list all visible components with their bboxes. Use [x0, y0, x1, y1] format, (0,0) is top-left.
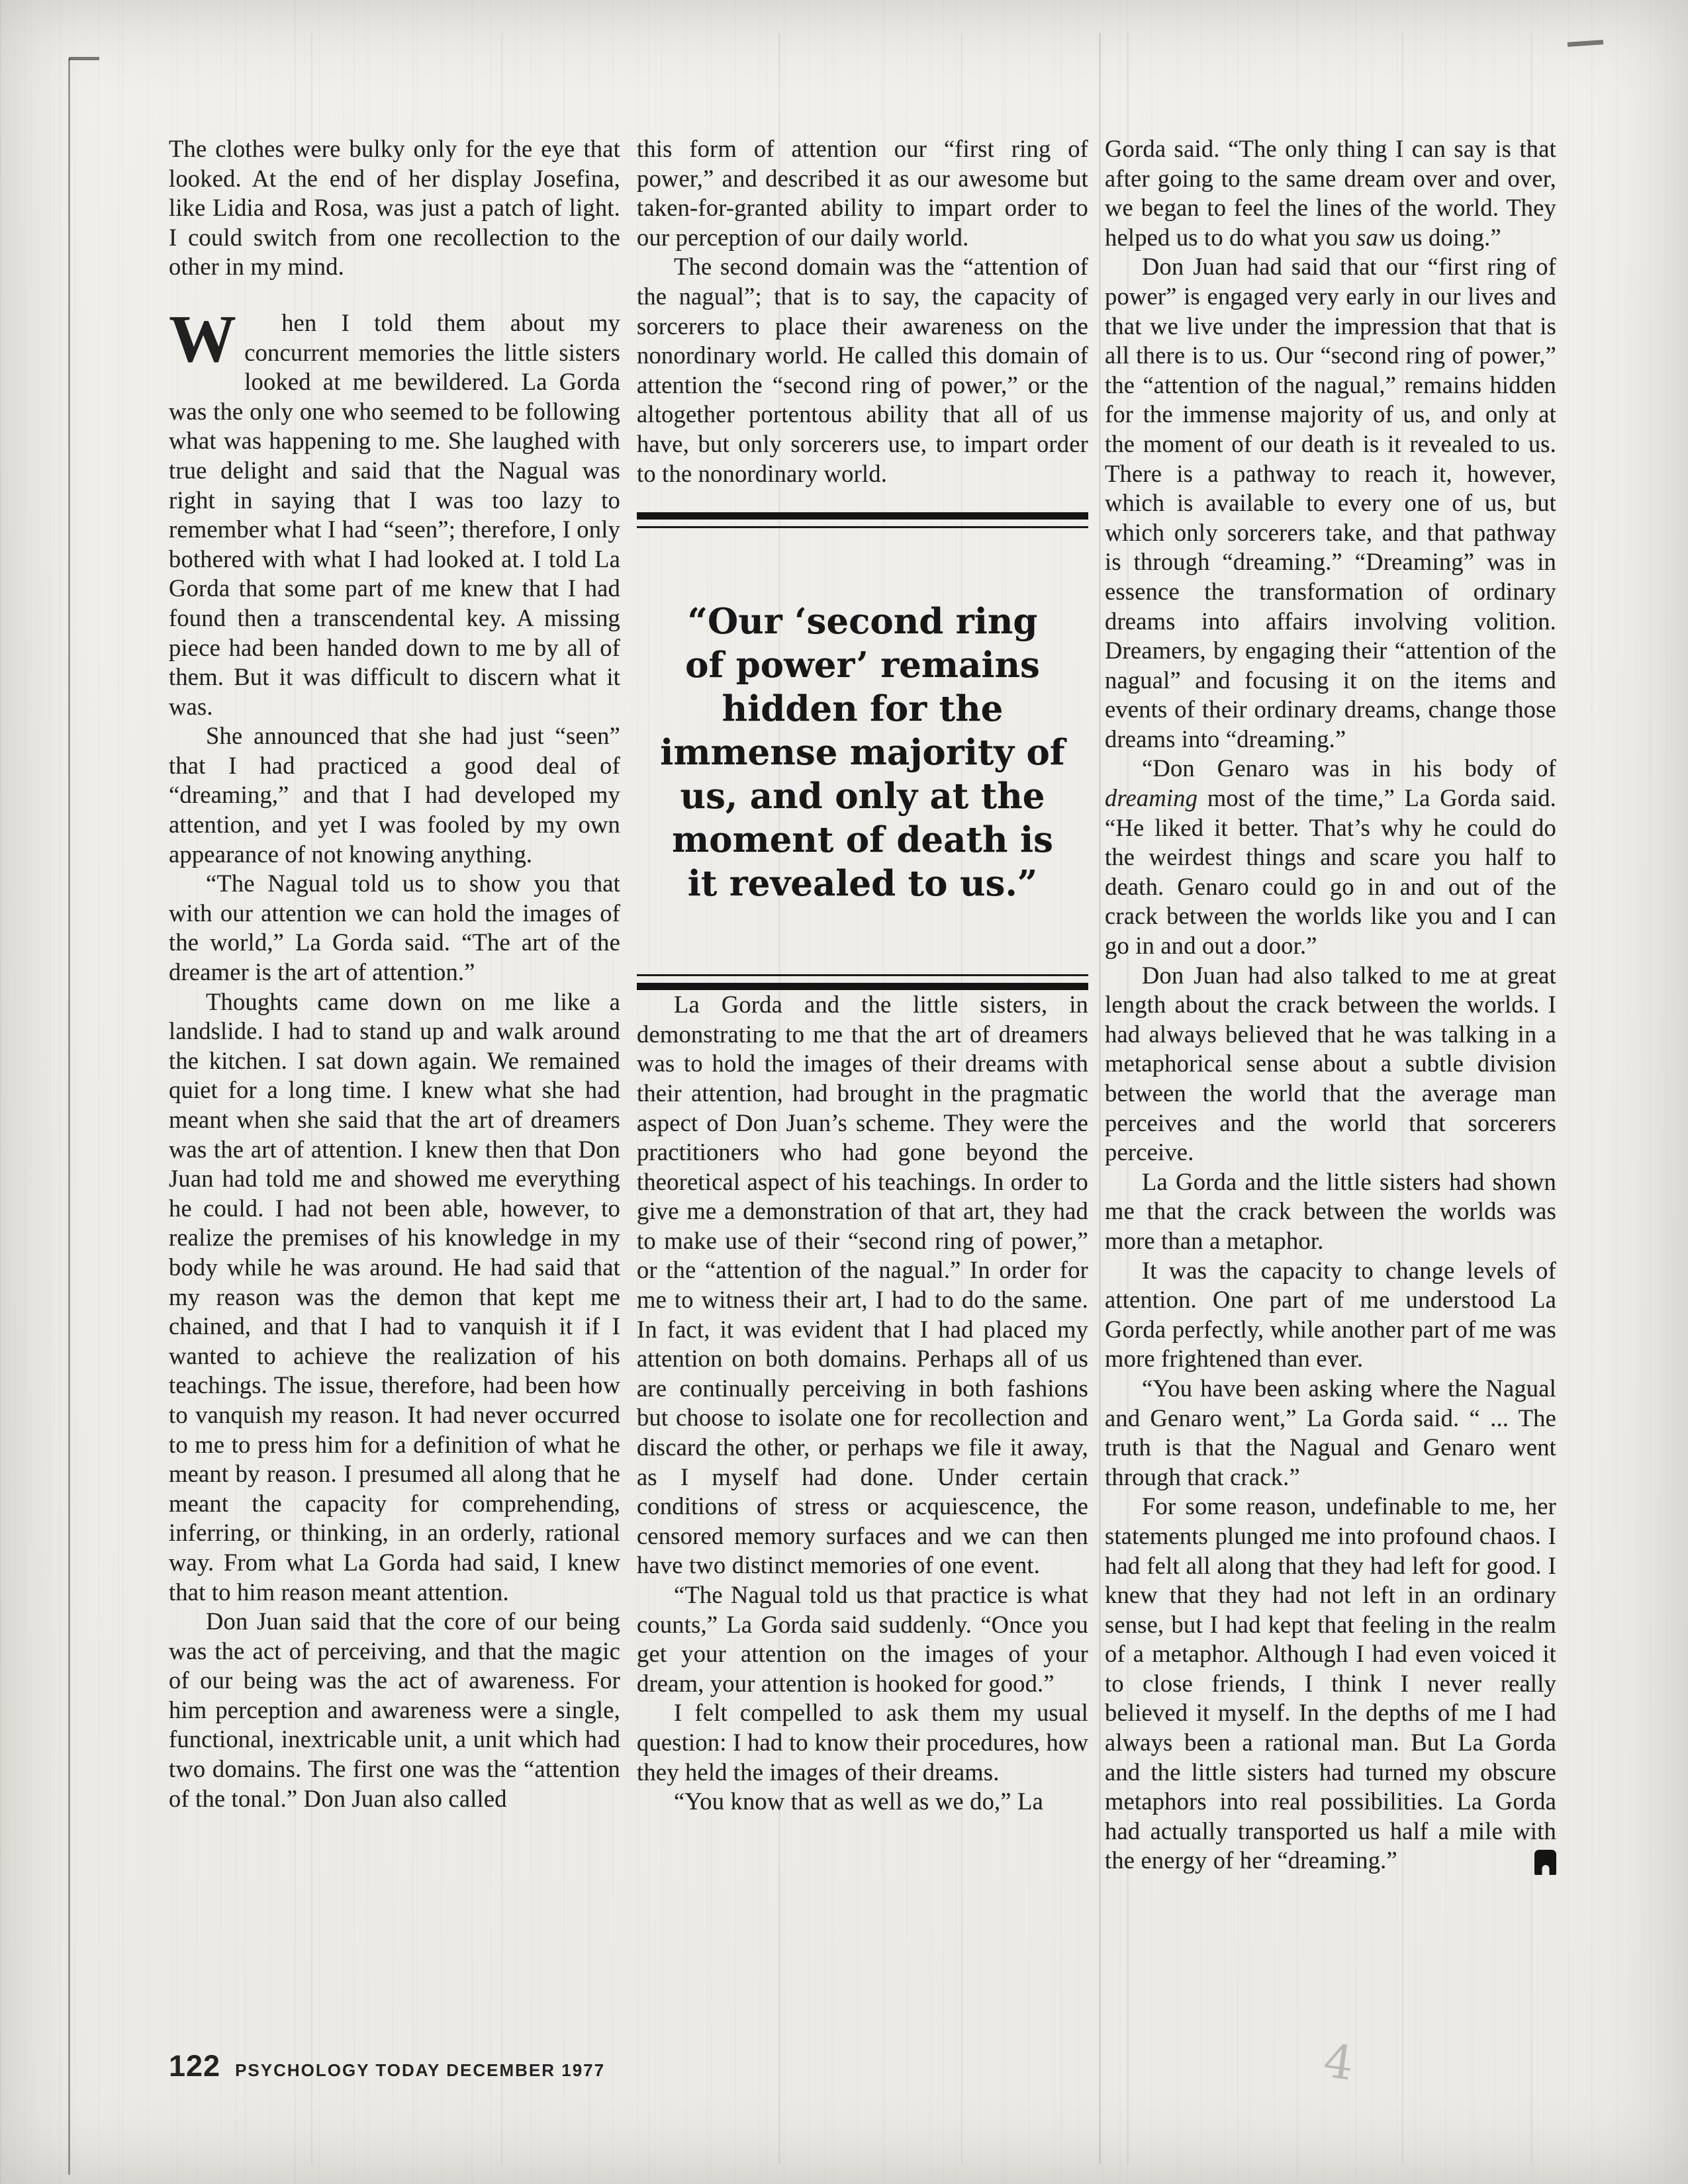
paragraph: It was the capacity to change levels of attention. One part of me understood La Gorda perfectly, while another part of me was more frightened than ever. — [1105, 1256, 1556, 1373]
paragraph: “Don Genaro was in his body of dreaming most of the time,” La Gorda said. “He liked it better. That’s why he could do the weirdest things and scare you half to death. Genaro could go in and out of the crack between the worlds like you and I can go in and out a door.” — [1105, 754, 1556, 960]
paragraph: Don Juan said that the core of our being was the act of perceiving, and that the magic of our being was the act of awareness. For him perception and awareness were a single, functional, inextricable unit, a unit which had two domains. The first one was the “attention of the tonal.” Don Juan also called — [169, 1608, 620, 1812]
page-footer — [169, 2049, 605, 2083]
paragraph: Don Juan had also talked to me at great length about the crack between the worlds. I had always believed that he was talking in a metaphorical sense about a subtle division between the world that the average man perceives and the world that sorcerers perceive. — [1105, 961, 1556, 1166]
end-of-article-icon — [1534, 1850, 1556, 1875]
paragraph: Thoughts came down on me like a landslide. I had to stand up and walk around the kitchen. I sat down again. We remained quiet for a long time. I knew what she had meant when she said that the art of dreamers was the art of attention. I knew then that Don Juan had told me and showed me everything he could. I had not been able, however, to realize the premises of his knowledge in my body while he was around. He had said that my reason was the demon that kept me chained, and that I had to vanquish it if I wanted to achieve the realization of his teachings. The issue, therefore, had been how to vanquish my reason. It had never occurred to me to press him for a definition of what he meant by reason. I presumed all along that he meant the capacity for comprehending, inferring, or thinking, in an orderly, rational way. From what La Gorda had said, I knew that to him reason meant attention. — [169, 987, 620, 1606]
column-2-bottom — [637, 990, 1088, 1817]
magazine-issue-label: PSYCHOLOGY TODAY DECEMBER 1977 — [235, 2060, 606, 2080]
paragraph: For some reason, undefinable to me, her statements plunged me into profound chaos. I had felt all along that they had left for good. I knew that they had not left in an ordinary sense, but I had kept that feeling in the realm of a metaphor. Although I had even voiced it to close friends, I think I never really believed it myself. In the depths of me I had always been a rational man. But La Gorda and the little sisters had turned my obscure metaphors into real possibilities. La Gorda had actually transported us half a mile with the energy of her “dreaming.” — [1105, 1492, 1556, 1874]
paragraph: She announced that she had just “seen” that I had practiced a good deal of “dreaming,” and that I had developed my attention, and yet I was fooled by my own appearance of not knowing anything. — [169, 722, 620, 868]
scan-corner-mark — [1568, 40, 1603, 47]
scan-corner-mark — [69, 57, 99, 60]
pencil-mark: 4 — [1320, 2033, 1358, 2091]
paragraph: I felt compelled to ask them my usual question: I had to know their procedures, how they held the images of their dreams. — [637, 1699, 1088, 1786]
paragraph: Don Juan had said that our “first ring of power” is engaged very early in our lives and that we live under the impression that that is all there is to us. Our “second ring of power,” the “attention of the nagual,” remains hidden for the immense majority of us, and only at the moment of our death is it revealed to us. There is a pathway to reach it, however, which is available to every one of us, but which only sorcerers take, and that pathway is through “dreaming.” “Dreaming” was in essence the transformation of ordinary dreams into affairs involving volition. Dreamers, by engaging their “attention of the nagual” and focusing it on the items and events of their ordinary dreams, change those dreams into “dreaming.” — [1105, 253, 1556, 752]
paragraph: “The Nagual told us to show you that with our attention we can hold the images of the world,” La Gorda said. “The art of the dreamer is the art of attention.” — [169, 870, 620, 986]
paragraph: this form of attention our “first ring of power,” and described it as our awesome but taken-for-granted ability to impart order to our perception of our daily world. — [637, 135, 1088, 251]
page-edge-line — [68, 58, 70, 2175]
paragraph: Gorda said. “The only thing I can say is that after going to the same dream over and over, we began to feel the lines of the world. They helped us to do what you saw us doing.” — [1105, 135, 1556, 251]
paragraph: “The Nagual told us that practice is what counts,” La Gorda said suddenly. “Once you get your attention on the images of your dream, your attention is hooked for good.” — [637, 1581, 1088, 1697]
paragraph: La Gorda and the little sisters, in demonstrating to me that the art of dreamers was to hold the images of their dreams with their attention, had brought in the pragmatic aspect of Don Juan’s scheme. They were the practitioners who had gone beyond the theoretical aspect of his teachings. In order to give me a demonstration of that art, they had to make use of their “second ring of power,” or the “attention of the nagual.” In order for me to witness their art, I had to do the same. In fact, it was evident that I had placed my attention on both domains. Perhaps all of us are continually perceiving in both fashions but choose to isolate one for recollection and discard the other, or perhaps we file it away, as I myself had done. Under certain conditions of stress or acquiescence, the censored memory surfaces and we can then have two distinct memories of one event. — [637, 991, 1088, 1579]
pull-quote: “Our ‘second ring of power’ remains hidden for the immense majority of us, and only at the moment of death is it revealed to us.” — [660, 601, 1065, 905]
paragraph-with-drop-cap: W hen I told them about my concurrent memories the little sisters looked at me bewildered. La Gorda was the only one who seemed to be following what was happening to me. She laughed with true delight and said that the Nagual was right in saying that I was too lazy to remember what I had “seen”; therefore, I only bothered with what I had looked at. I told La Gorda that some part of me knew that I had found then a transcendental key. A missing piece had been handed down to me by all of them. But it was difficult to discern what it was. — [169, 301, 620, 720]
column-3 — [1105, 134, 1556, 1876]
scan-streak — [1099, 33, 1101, 2164]
pull-quote-top-rule — [637, 512, 1088, 528]
column-1 — [169, 134, 620, 1813]
column-2 — [637, 134, 1088, 1817]
paragraph: The second domain was the “attention of the nagual”; that is to say, the capacity of sorcerers to place their awareness on the nonordinary world. He called this domain of attention the “second ring of power,” or the altogether portentous ability that all of us have, but only sorcerers use, to impart order to the nonordinary world. — [637, 253, 1088, 487]
pull-quote-bottom-rule — [637, 974, 1088, 990]
pull-quote-block — [637, 512, 1088, 990]
paragraph: “You know that as well as we do,” La — [674, 1788, 1043, 1815]
paragraph: “You have been asking where the Nagual and Genaro went,” La Gorda said. “ ... The truth is that the Nagual and Genaro went through that crack.” — [1105, 1374, 1556, 1490]
paragraph: La Gorda and the little sisters had shown me that the crack between the worlds was more than a metaphor. — [1105, 1167, 1556, 1254]
paragraph: The clothes were bulky only for the eye that looked. At the end of her display Josefina, like Lidia and Rosa, was just a patch of light. I could switch from one recollection to the other in my mind. — [169, 135, 620, 281]
drop-cap: W — [169, 301, 237, 377]
page-number: 122 — [169, 2049, 221, 2083]
column-2-top — [637, 134, 1088, 488]
